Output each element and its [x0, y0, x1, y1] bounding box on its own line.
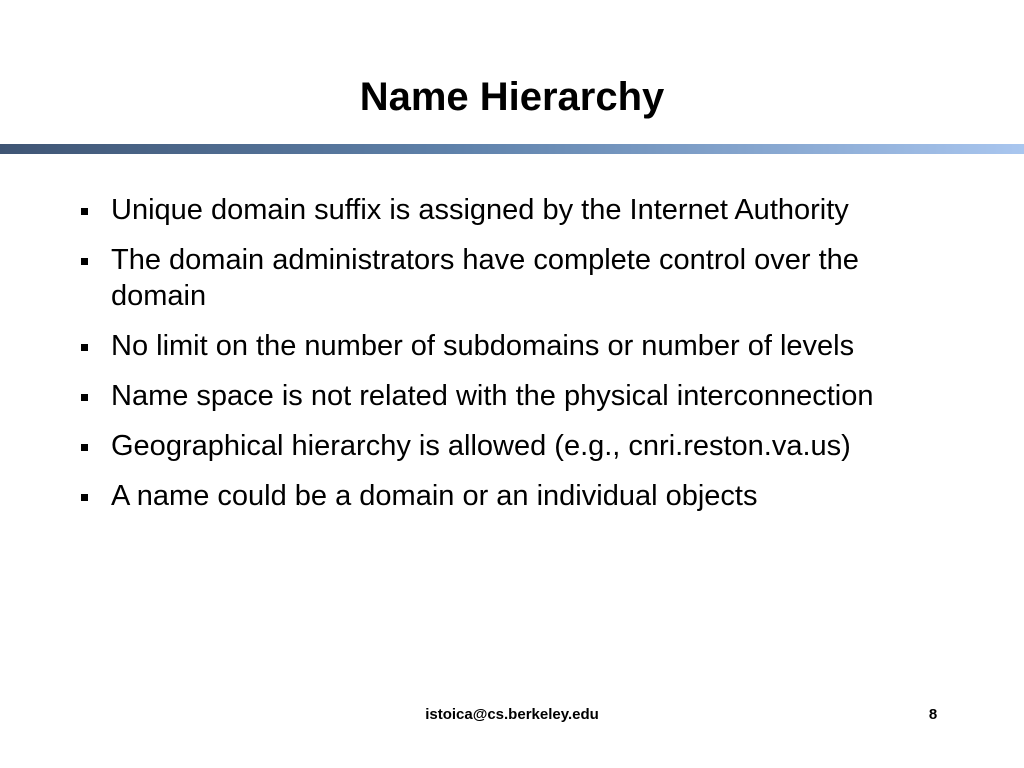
page-number: 8: [928, 706, 938, 723]
bullet-item: [78, 428, 908, 464]
square-bullet-icon: [81, 394, 88, 401]
bullet-text: Name space is not related with the physical interconnection: [111, 380, 874, 412]
bullet-list: [78, 192, 908, 528]
footer-email: istoica@cs.berkeley.edu: [425, 706, 599, 723]
bullet-text: The domain administrators have complete control over the domain: [111, 244, 859, 312]
square-bullet-icon: [81, 208, 88, 215]
slide-title: Name Hierarchy: [359, 75, 665, 119]
bullet-text: A name could be a domain or an individual objects: [111, 480, 758, 512]
title-divider: [0, 144, 1024, 154]
bullet-text: Unique domain suffix is assigned by the Internet Authority: [111, 194, 849, 226]
bullet-item: [78, 192, 908, 228]
bullet-item: [78, 378, 908, 414]
bullet-item: [78, 242, 908, 314]
bullet-item: [78, 328, 908, 364]
bullet-item: [78, 478, 908, 514]
square-bullet-icon: [81, 494, 88, 501]
square-bullet-icon: [81, 344, 88, 351]
square-bullet-icon: [81, 444, 88, 451]
bullet-text: Geographical hierarchy is allowed (e.g., cnri.reston.va.us): [111, 430, 851, 462]
square-bullet-icon: [81, 258, 88, 265]
bullet-text: No limit on the number of subdomains or number of levels: [111, 330, 855, 362]
